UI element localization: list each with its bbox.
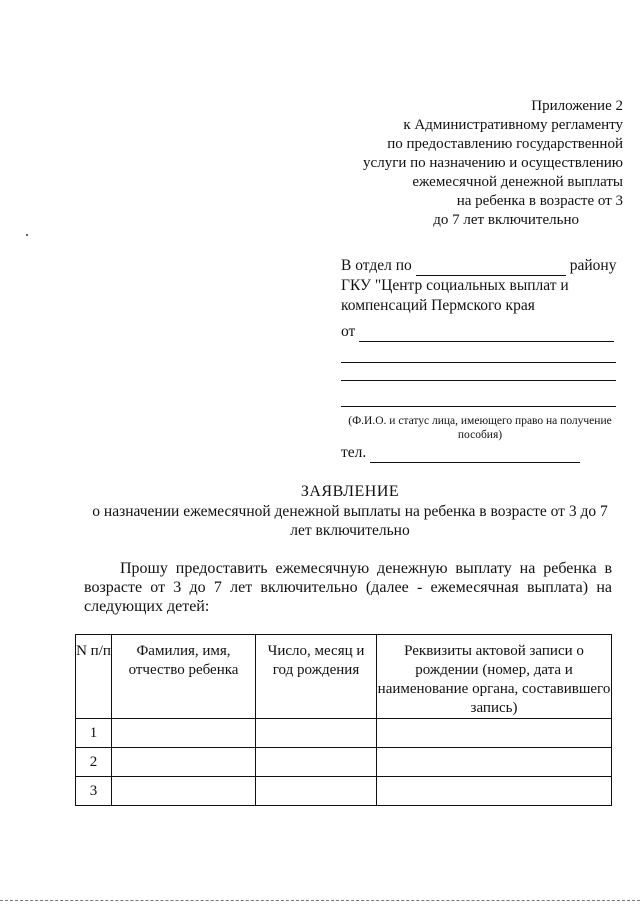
row-number: 2 xyxy=(76,748,112,777)
header-birth-date: Число, месяц и год рождения xyxy=(256,635,377,719)
appendix-line: к Административному регламенту xyxy=(403,117,623,133)
table-row xyxy=(76,719,612,748)
scan-speck xyxy=(26,234,28,236)
addressee-block xyxy=(341,256,621,461)
document-title: ЗАЯВЛЕНИЕ xyxy=(300,483,400,500)
appendix-line: Приложение 2 xyxy=(531,98,623,114)
appendix-line: до 7 лет включительно xyxy=(433,212,579,228)
from-label: от xyxy=(341,323,356,340)
phone-field[interactable] xyxy=(370,448,580,463)
row-number: 1 xyxy=(76,719,112,748)
from-field-line-2[interactable] xyxy=(341,362,616,363)
child-name-cell[interactable] xyxy=(112,777,256,806)
birth-date-cell[interactable] xyxy=(256,777,377,806)
child-name-cell[interactable] xyxy=(112,719,256,748)
district-field[interactable] xyxy=(416,261,566,276)
from-field-line-4[interactable] xyxy=(341,406,616,407)
appendix-line: ежемесячной денежной выплаты xyxy=(412,174,623,190)
birth-date-cell[interactable] xyxy=(256,748,377,777)
header-birth-record: Реквизиты актовой записи о рождении (номер, дата и наименование органа, составившего запись) xyxy=(377,635,612,719)
appendix-line: услуги по назначению и осуществлению xyxy=(363,155,623,171)
appendix-block xyxy=(293,97,623,230)
document-subtitle: о назначении ежемесячной денежной выплаты на ребенка в возрасте от 3 до 7 лет включительно xyxy=(92,503,608,539)
header-full-name: Фамилия, имя, отчество ребенка xyxy=(112,635,256,719)
phone-row xyxy=(341,443,584,463)
children-table xyxy=(75,634,612,806)
phone-label: тел. xyxy=(341,444,367,461)
org-line-1: ГКУ "Центр социальных выплат и xyxy=(341,277,569,294)
from-field-line-3[interactable] xyxy=(341,380,616,381)
table-row xyxy=(76,748,612,777)
row-number: 3 xyxy=(76,777,112,806)
birth-record-cell[interactable] xyxy=(377,748,612,777)
to-prefix: В отдел по xyxy=(341,257,412,274)
header-number: N п/п xyxy=(76,635,112,719)
page-bottom-edge xyxy=(0,900,640,901)
applicant-caption: (Ф.И.О. и статус лица, имеющего право на получение пособия) xyxy=(348,415,612,441)
from-field[interactable] xyxy=(359,327,614,342)
to-suffix: району xyxy=(569,257,617,274)
child-name-cell[interactable] xyxy=(112,748,256,777)
table-row xyxy=(76,777,612,806)
request-paragraph xyxy=(84,559,612,616)
org-line-2: компенсаций Пермского края xyxy=(341,297,535,314)
appendix-line: на ребенка в возрасте от 3 xyxy=(456,193,623,209)
department-row xyxy=(341,256,621,276)
birth-record-cell[interactable] xyxy=(377,777,612,806)
birth-date-cell[interactable] xyxy=(256,719,377,748)
from-row xyxy=(341,322,621,342)
appendix-line: по предоставлению государственной xyxy=(387,136,623,152)
table-header-row xyxy=(76,635,612,719)
birth-record-cell[interactable] xyxy=(377,719,612,748)
request-text: Прошу предоставить ежемесячную денежную выплату на ребенка в возрасте от 3 до 7 лет включительно (далее - ежемесячная выплата) на следующих детей: xyxy=(84,560,612,615)
